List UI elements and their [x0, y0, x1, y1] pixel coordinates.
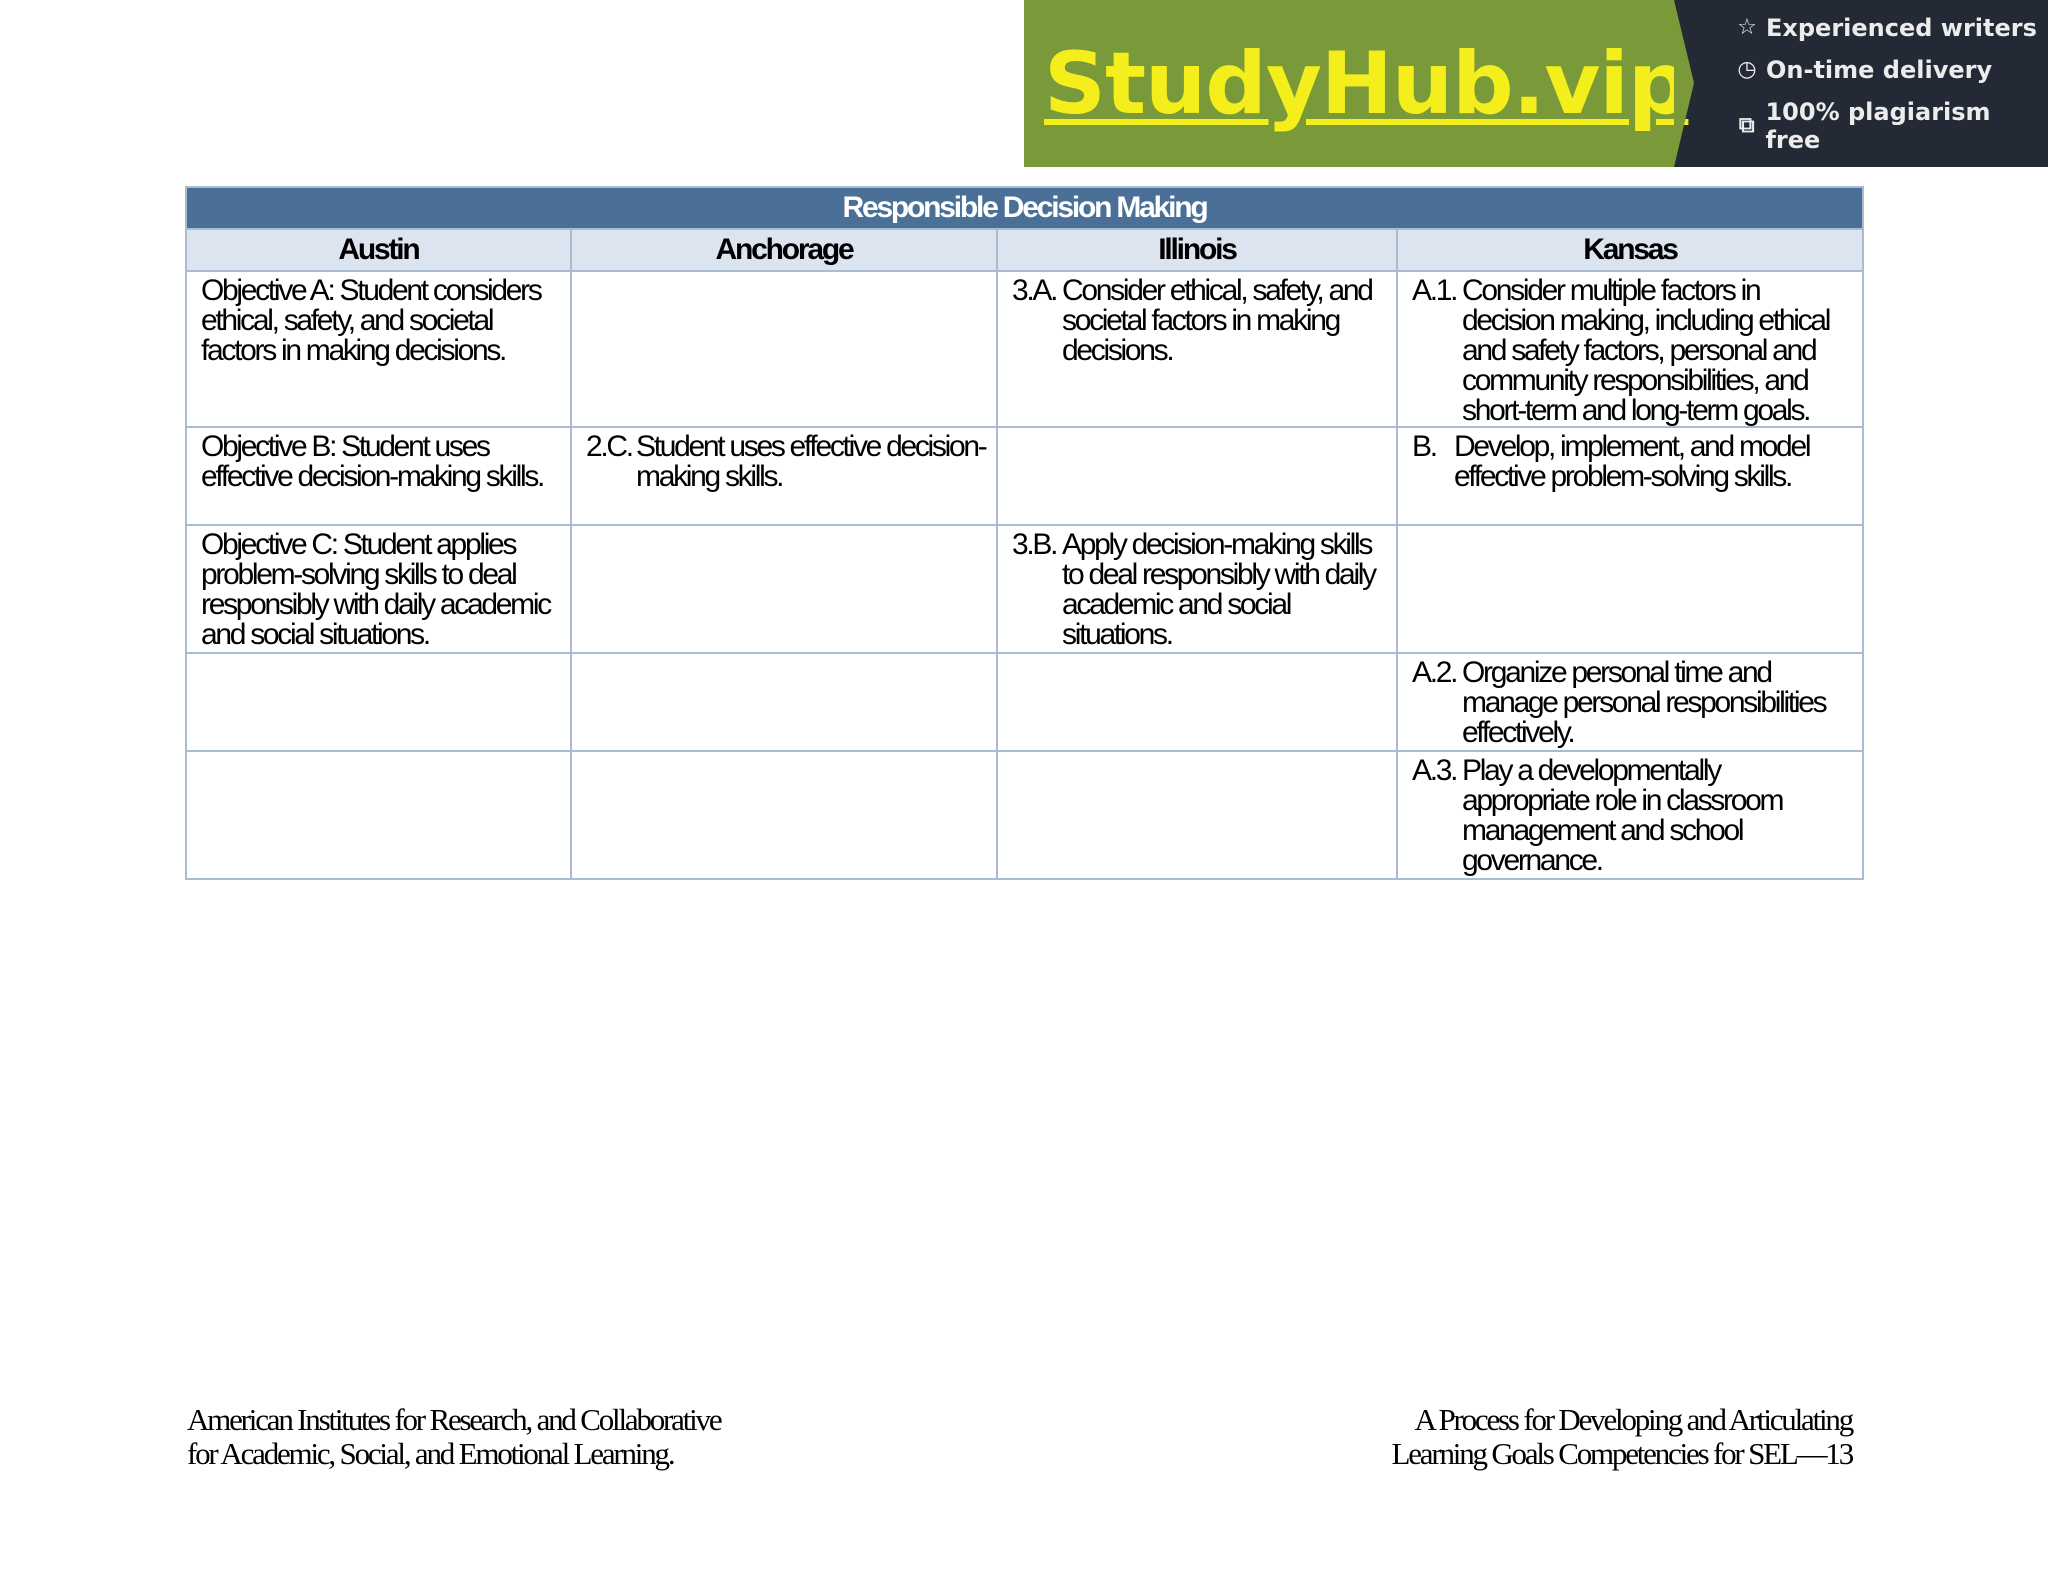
banner-feature: [1734, 14, 2048, 42]
item-number: 3.B.: [1012, 528, 1057, 561]
footer-right: [1392, 1403, 1853, 1471]
item-number: A.1.: [1412, 274, 1457, 307]
kansas-cell: [1397, 271, 1863, 427]
austin-cell: Objective B: Student uses effective decision-making skills.: [186, 427, 571, 525]
studyhub-banner[interactable]: [1024, 0, 2048, 167]
table-row: [186, 751, 1863, 879]
austin-cell: [186, 751, 571, 879]
austin-cell: Objective A: Student considers ethical, safety, and societal factors in making decisions.: [186, 271, 571, 427]
anchorage-cell: [571, 525, 997, 653]
item-text: Student uses effective decision-making skills.: [636, 430, 986, 493]
item-text: Develop, implement, and model effective problem-solving skills.: [1454, 430, 1810, 493]
anchorage-cell: [571, 271, 997, 427]
clock-icon: ◷: [1737, 57, 1757, 82]
table-header-row: [186, 229, 1863, 271]
footer-organization-line: for Academic, Social, and Emotional Learning.: [187, 1436, 674, 1471]
anchorage-cell: [571, 653, 997, 751]
item-text: Organize personal time and manage personal responsibilities effectively.: [1462, 656, 1826, 749]
column-header-illinois: Illinois: [997, 229, 1397, 271]
banner-feature-label: 100% plagiarism free: [1765, 97, 1991, 154]
footer-left: [187, 1403, 720, 1471]
banner-brand-logo[interactable]: StudyHub.vip: [1044, 33, 1689, 134]
table-row: [186, 653, 1863, 751]
table-title: Responsible Decision Making: [186, 187, 1863, 229]
illinois-cell: [997, 525, 1397, 653]
item-number: 2.C.: [586, 430, 632, 463]
column-header-kansas: Kansas: [1397, 229, 1863, 271]
austin-cell: Objective C: Student applies problem-solving skills to deal responsibly with daily academic and social situations.: [186, 525, 571, 653]
competency-table: [185, 186, 1864, 880]
item-number: A.2.: [1412, 656, 1457, 689]
item-number: B.: [1412, 430, 1436, 463]
star-icon: ☆: [1737, 15, 1757, 40]
item-number: A.3.: [1412, 754, 1457, 787]
column-header-austin: Austin: [186, 229, 571, 271]
illinois-cell: [997, 751, 1397, 879]
footer-document-title: A Process for Developing and Articulating: [1414, 1402, 1852, 1437]
kansas-cell: [1397, 525, 1863, 653]
item-number: 3.A.: [1012, 274, 1057, 307]
banner-feature-label: Experienced writers: [1766, 13, 2037, 42]
table-row: [186, 271, 1863, 427]
kansas-cell: [1397, 653, 1863, 751]
banner-features-panel: [1674, 0, 2048, 167]
item-text: Apply decision-making skills to deal responsibly with daily academic and social situations.: [1062, 528, 1375, 651]
item-text: Play a developmentally appropriate role in classroom management and school governance.: [1462, 754, 1783, 877]
austin-cell: [186, 653, 571, 751]
copy-icon: ⧉: [1738, 113, 1755, 138]
anchorage-cell: [571, 751, 997, 879]
footer-page-label: Learning Goals Competencies for SEL—13: [1391, 1436, 1852, 1471]
banner-feature: [1734, 56, 2048, 84]
table-row: [186, 525, 1863, 653]
kansas-cell: [1397, 751, 1863, 879]
item-text: Consider multiple factors in decision making, including ethical and safety factors, personal and community responsibilities, and short-term and long-term goals.: [1462, 274, 1830, 427]
column-header-anchorage: Anchorage: [571, 229, 997, 271]
table-row: [186, 427, 1863, 525]
illinois-cell: [997, 271, 1397, 427]
banner-brand-panel: [1024, 0, 1689, 167]
illinois-cell: [997, 427, 1397, 525]
kansas-cell: [1397, 427, 1863, 525]
banner-feature-label: On-time delivery: [1766, 55, 1993, 84]
anchorage-cell: [571, 427, 997, 525]
item-text: Consider ethical, safety, and societal factors in making decisions.: [1062, 274, 1372, 367]
illinois-cell: [997, 653, 1397, 751]
banner-feature: [1734, 98, 2048, 154]
footer-organization-line: American Institutes for Research, and Collaborative: [187, 1402, 721, 1437]
